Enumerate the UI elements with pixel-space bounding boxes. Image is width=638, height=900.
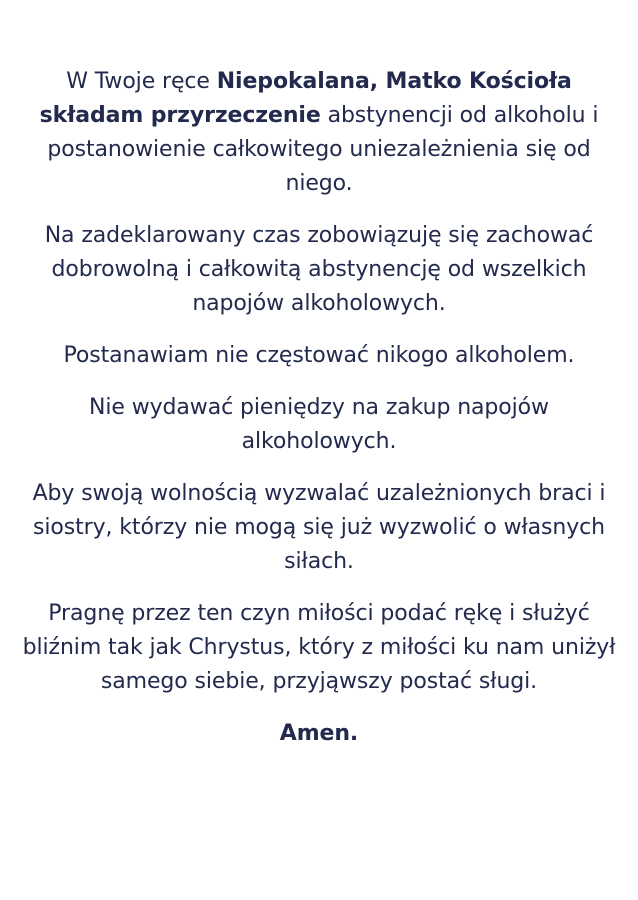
- paragraph-freedom: Aby swoją wolnością wyzwalać uzależnionych braci i siostry, którzy nie mogą się już wyzwolić o własnych siłach.: [32, 481, 606, 574]
- pledge-text: [20, 65, 618, 751]
- bold-promise: składam przyrzeczenie: [39, 103, 321, 128]
- paragraph-no-spending: Nie wydawać pieniędzy na zakup napojów alkoholowych.: [89, 395, 549, 454]
- paragraph-no-offering: Postanawiam nie częstować nikogo alkoholem.: [63, 343, 575, 368]
- closing-amen: Amen.: [279, 721, 359, 746]
- paragraph-abstinence: Na zadeklarowany czas zobowiązuję się zachować dobrowolną i całkowitą abstynencję od wszelkich napojów alkoholowych.: [44, 223, 594, 316]
- paragraph-service: Pragnę przez ten czyn miłości podać rękę i służyć bliźnim tak jak Chrystus, który z miłości ku nam uniżył samego siebie, przyjąwszy postać sługi.: [22, 601, 616, 694]
- bold-invocation: Niepokalana, Matko Kościoła: [216, 69, 572, 94]
- paragraph-pledge-intro: [20, 65, 618, 201]
- intro-text: W Twoje ręce: [66, 69, 217, 94]
- intro-rest-text: abstynencji od alkoholu i postanowienie całkowitego uniezależnienia się od niego.: [47, 103, 599, 196]
